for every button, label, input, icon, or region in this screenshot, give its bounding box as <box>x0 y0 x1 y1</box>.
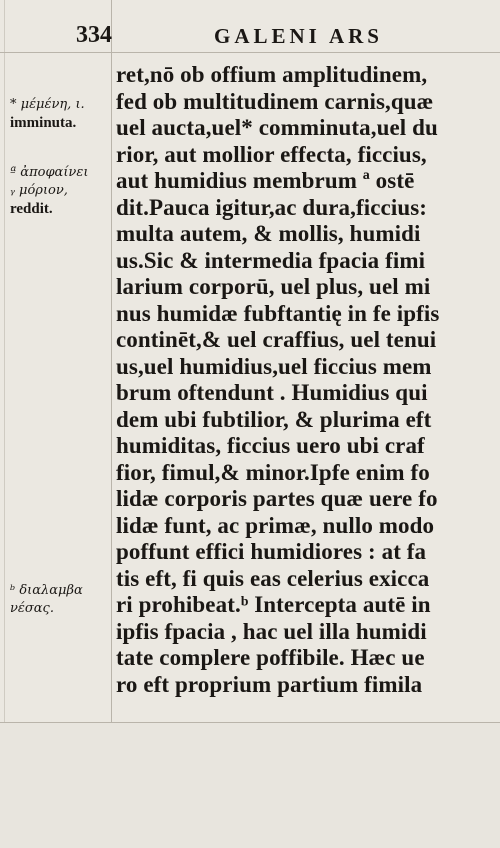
margin-note-2 <box>10 164 110 218</box>
text-line: multa autem, & mollis, humidi <box>116 221 421 246</box>
text-line: ret,nō ob offium amplitudinem, <box>116 62 428 87</box>
text-line: rior, aut mollior effecta, ficcius, <box>116 141 427 167</box>
margin-note-greek: ª ἀποφαίνει <box>10 165 89 180</box>
text-line: us.Sic & intermedia fpacia fimi <box>116 247 426 273</box>
page-header <box>76 22 440 52</box>
left-edge-line <box>4 0 5 848</box>
text-line: uel aucta,uel* comminuta,uel du <box>116 115 438 140</box>
text-line: ri prohibeat.ᵇ Intercepta autē in <box>116 592 431 617</box>
blank-bottom-margin <box>0 723 500 848</box>
text-line: lidæ funt, ac primæ, nullo modo <box>116 512 435 538</box>
text-line: dem ubi fubtilior, & plurima eft <box>116 406 432 432</box>
text-line: brum oftendunt . Humidius qui <box>116 380 428 405</box>
margin-note-latin: reddit. <box>10 201 53 217</box>
text-line: tate complere poffibile. Hæc ue <box>116 645 425 670</box>
text-line: us,uel humidius,uel ficcius mem <box>116 353 432 379</box>
header-rule <box>0 52 500 53</box>
text-line: larium corporū, uel plus, uel mi <box>116 274 431 299</box>
running-title: GALENI ARS <box>214 24 383 48</box>
text-line: tis eft, fi quis eas celerius exicca <box>116 565 430 591</box>
body-text-block <box>116 62 494 698</box>
margin-note-greek-2: ᵧ μόριον, <box>10 183 68 198</box>
margin-note-3 <box>10 582 110 618</box>
page-number: 334 <box>76 22 112 48</box>
text-line: poffunt effici humidiores : at fa <box>116 539 427 564</box>
text-line: lidæ corporis partes quæ uere fo <box>116 486 438 511</box>
margin-note-greek-2: νέσας. <box>10 601 54 616</box>
text-line: aut humidius membrum ª ostē <box>116 168 415 193</box>
margin-rule <box>111 0 112 722</box>
text-line: fior, fimul,& minor.Ipfe enim fo <box>116 459 430 485</box>
text-line: humiditas, ficcius uero ubi craf <box>116 433 425 458</box>
text-line: fed ob multitudinem carnis,quæ <box>116 88 434 114</box>
margin-note-1 <box>10 96 110 132</box>
text-line: dit.Pauca igitur,ac dura,ficcius: <box>116 194 428 220</box>
text-line: continēt,& uel craffius, uel tenui <box>116 327 437 352</box>
margin-note-greek: * μέμένη, ι. <box>10 97 85 112</box>
text-line: nus humidæ fubftantię in fe ipfis <box>116 300 440 326</box>
margin-note-greek: ᵇ διαλαμβα <box>10 583 83 598</box>
text-line: ipfis fpacia , hac uel illa humidi <box>116 618 427 644</box>
margin-note-latin: imminuta. <box>10 115 77 131</box>
text-line: ro eft proprium partium fimila <box>116 671 423 697</box>
